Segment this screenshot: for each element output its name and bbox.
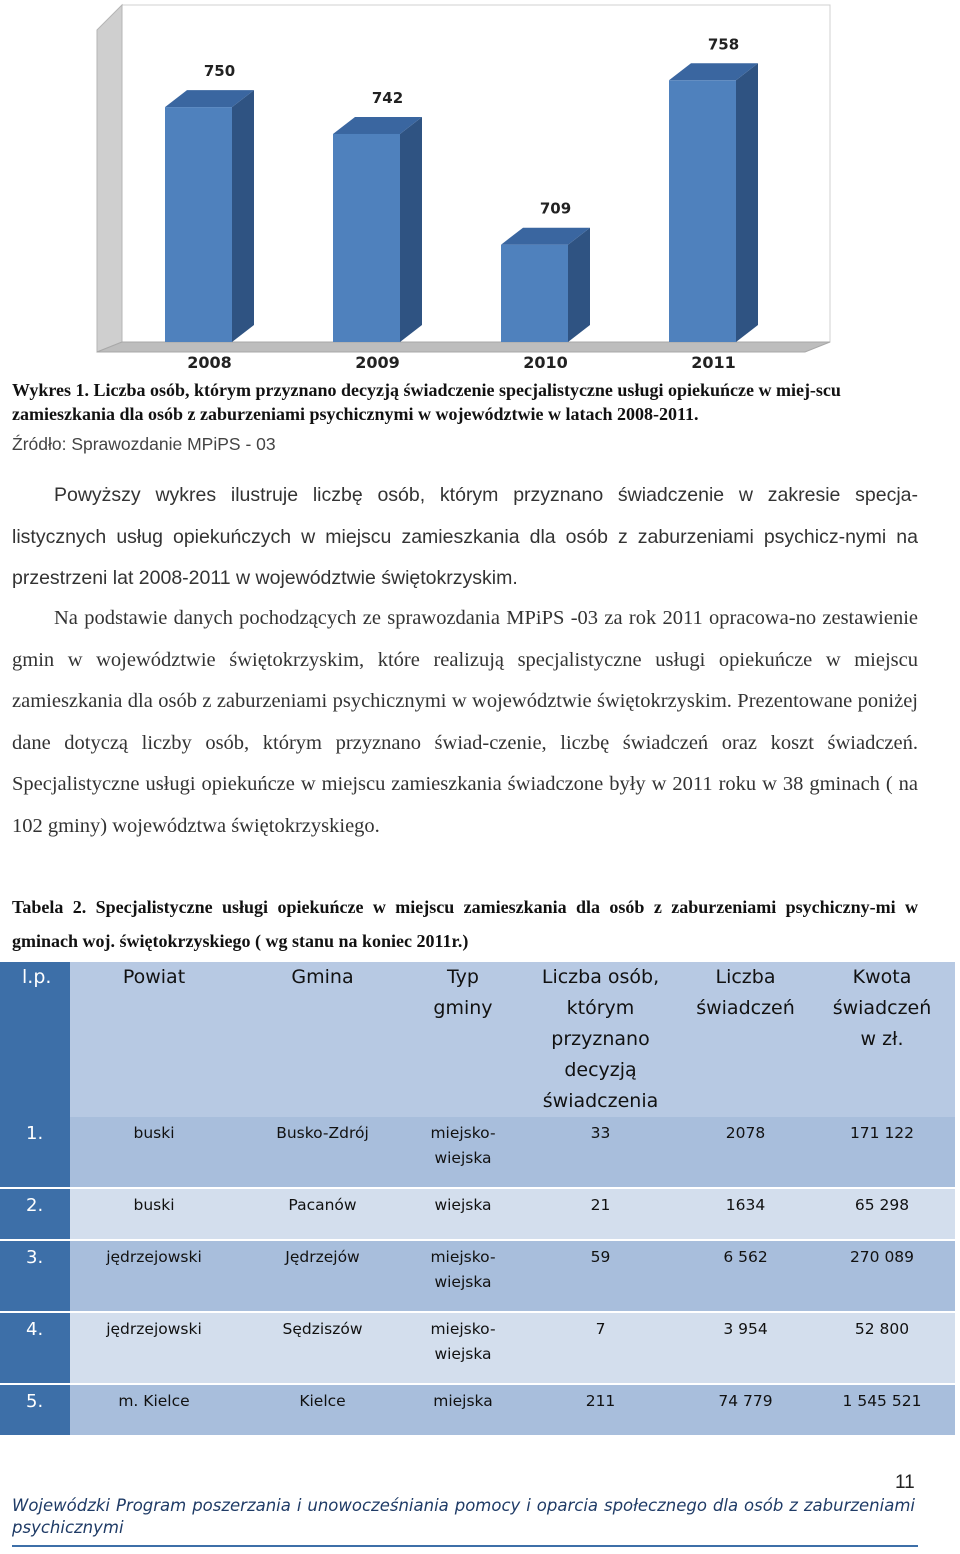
cell-swiadczenia: 6 562 <box>682 1240 809 1312</box>
header-swiadczenia <box>682 962 809 1117</box>
chart-bar-front <box>501 245 568 342</box>
header-typ <box>407 962 519 1117</box>
chart-category-label: 2009 <box>355 353 400 372</box>
cell-osoby: 21 <box>519 1188 682 1240</box>
cell-powiat: buski <box>70 1117 238 1188</box>
page-footer: Wojewódzki Program poszerzania i unowocześniania pomocy i oparcia społecznego dla osób z zaburzeniami psychicznymi <box>12 1496 915 1537</box>
table-header-row <box>0 962 955 1117</box>
header-powiat: Powiat <box>70 962 238 1117</box>
chart-bar-side <box>400 117 422 342</box>
chart-category-label: 2011 <box>691 353 736 372</box>
cell-lp: 1. <box>0 1117 70 1188</box>
cell-swiadczenia: 3 954 <box>682 1312 809 1384</box>
table-row <box>0 1312 955 1384</box>
header-kwota <box>809 962 955 1117</box>
cell-powiat: m. Kielce <box>70 1384 238 1436</box>
page-number: 11 <box>895 1472 915 1493</box>
table-caption: Tabela 2. Specjalistyczne usługi opiekuńcze w miejscu zamieszkania dla osób z zaburzeniami psychiczny-mi w gminach woj. świętokrzyskiego ( wg stanu na koniec 2011r.) <box>12 897 918 951</box>
cell-typ-text: miejsko-wiejska <box>430 1320 496 1363</box>
cell-gmina: Busko-Zdrój <box>238 1117 407 1188</box>
chart-data-label: 758 <box>707 35 740 54</box>
cell-kwota: 65 298 <box>809 1188 955 1240</box>
cell-typ <box>407 1117 519 1188</box>
chart-bar-front <box>669 80 736 342</box>
cell-kwota: 270 089 <box>809 1240 955 1312</box>
cell-typ: wiejska <box>407 1188 519 1240</box>
cell-lp: 4. <box>0 1312 70 1384</box>
chart-data-label: 750 <box>203 62 236 81</box>
chart-data-label: 742 <box>371 88 404 107</box>
footer-rule <box>12 1545 918 1547</box>
cell-powiat: buski <box>70 1188 238 1240</box>
chart-bar-front <box>333 134 400 342</box>
chart-svg <box>0 0 960 375</box>
table-row <box>0 1384 955 1436</box>
cell-gmina: Kielce <box>238 1384 407 1436</box>
cell-kwota: 1 545 521 <box>809 1384 955 1436</box>
chart-source: Źródło: Sprawozdanie MPiPS - 03 <box>12 434 276 454</box>
cell-kwota: 171 122 <box>809 1117 955 1188</box>
header-osoby-text: Liczba osób, którym przyznano decyzją świadczenia <box>541 966 660 1112</box>
cell-osoby: 59 <box>519 1240 682 1312</box>
cell-osoby: 7 <box>519 1312 682 1384</box>
header-gmina: Gmina <box>238 962 407 1117</box>
header-swiadczenia-text: Liczba świadczeń <box>696 966 795 1019</box>
cell-osoby: 211 <box>519 1384 682 1436</box>
chart-caption: Wykres 1. Liczba osób, którym przyznano decyzją świadczenie specjalistyczne usługi opiekuńcze w miej-scu zamieszkania dla osób z zaburzeniami psychicznymi w województwie w latach 2008-2011. <box>12 380 841 424</box>
chart-floor <box>97 342 830 352</box>
bar-chart <box>0 0 960 375</box>
cell-typ <box>407 1312 519 1384</box>
cell-typ: miejska <box>407 1384 519 1436</box>
cell-lp: 2. <box>0 1188 70 1240</box>
cell-swiadczenia: 1634 <box>682 1188 809 1240</box>
header-lp: l.p. <box>0 962 70 1117</box>
paragraph-2 <box>12 598 918 847</box>
chart-bar <box>165 90 254 342</box>
cell-powiat: jędrzejowski <box>70 1312 238 1384</box>
header-kwota-text: Kwota świadczeń w zł. <box>832 966 932 1050</box>
cell-lp: 3. <box>0 1240 70 1312</box>
cell-gmina: Sędziszów <box>238 1312 407 1384</box>
header-osoby <box>519 962 682 1117</box>
cell-kwota: 52 800 <box>809 1312 955 1384</box>
chart-data-label: 709 <box>539 199 572 218</box>
chart-bar-side <box>232 90 254 342</box>
table-row <box>0 1188 955 1240</box>
paragraph-1-text: Powyższy wykres ilustruje liczbę osób, którym przyznano świadczenie w zakresie specja-listycznych usług opiekuńczych w miejscu zamieszkania dla osób z zaburzeniami psychicz-nymi na przestrzeni lat 2008-2011 w województwie świętokrzyskim. <box>12 484 918 589</box>
chart-bar-side <box>568 228 590 342</box>
chart-bar-side <box>736 63 758 342</box>
chart-category-label: 2008 <box>187 353 232 372</box>
cell-swiadczenia: 2078 <box>682 1117 809 1188</box>
header-typ-text: Typ gminy <box>433 966 493 1019</box>
chart-bar-front <box>165 107 232 342</box>
table-row <box>0 1240 955 1312</box>
cell-lp: 5. <box>0 1384 70 1436</box>
table-row <box>0 1117 955 1188</box>
cell-typ-text: miejsko-wiejska <box>430 1124 496 1167</box>
paragraph-1 <box>12 475 918 600</box>
cell-gmina: Jędrzejów <box>238 1240 407 1312</box>
chart-left-wall <box>97 5 122 352</box>
cell-powiat: jędrzejowski <box>70 1240 238 1312</box>
chart-bar <box>333 117 422 342</box>
chart-category-label: 2010 <box>523 353 568 372</box>
chart-bar <box>669 63 758 342</box>
data-table <box>0 962 955 1437</box>
chart-bar <box>501 228 590 342</box>
cell-typ-text: miejsko-wiejska <box>430 1248 496 1291</box>
paragraph-2-text: Na podstawie danych pochodzących ze sprawozdania MPiPS -03 za rok 2011 opracowa-no zestawienie gmin w województwie świętokrzyskim, które realizują specjalistyczne usługi opiekuńcze w miejscu zamieszkania dla osób z zaburzeniami psychicznymi w województwie świętokrzyskim. Prezentowane poniżej dane dotyczą liczby osób, którym przyznano świad-czenie, liczbę świadczeń oraz koszt świadczeń. Specjalistyczne usługi opiekuńcze w miejscu zamieszkania świadczone były w 2011 roku w 38 gminach ( na 102 gminy) województwa świętokrzyskiego. <box>12 607 918 837</box>
cell-osoby: 33 <box>519 1117 682 1188</box>
cell-swiadczenia: 74 779 <box>682 1384 809 1436</box>
cell-typ <box>407 1240 519 1312</box>
cell-gmina: Pacanów <box>238 1188 407 1240</box>
